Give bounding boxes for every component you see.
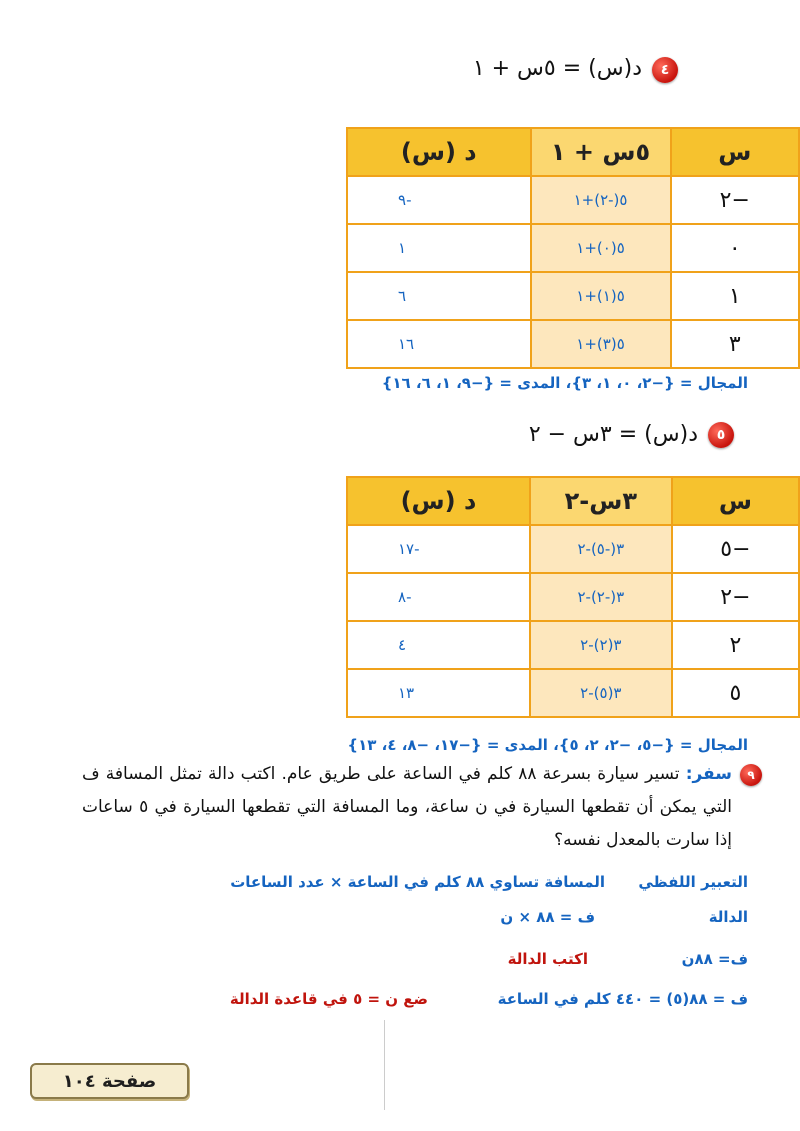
verbal-text: المسافة تساوي ٨٨ كلم في الساعة × عدد الساعات (230, 873, 605, 891)
problem-4-badge: ٤ (652, 57, 678, 83)
problem-5-table (346, 476, 800, 718)
cell-x: ٠ (671, 224, 799, 272)
cell-expression: ٥(-٢)+١ (531, 176, 671, 224)
table-row (347, 669, 799, 717)
verbal-label: التعبير اللفظي (638, 873, 748, 891)
problem-4-domain-range: المجال = {−٢، ٠، ١، ٣}، المدى = {−٩، ١، ٦، ١٦} (381, 374, 748, 392)
header-fx: د (س) (347, 128, 531, 176)
cell-x: ١ (671, 272, 799, 320)
function-label: الدالة (708, 908, 748, 926)
function-short: ف= ٨٨ن (681, 950, 748, 968)
table-row (347, 621, 799, 669)
problem-9-badge: ٩ (740, 764, 762, 786)
cell-fx: ١٦ (347, 320, 531, 368)
page-number: صفحة ١٠٤ (30, 1063, 189, 1099)
table-row (347, 320, 799, 368)
problem-5-badge: ٥ (708, 422, 734, 448)
cell-x: −٢ (671, 176, 799, 224)
problem-9-title: سفر: (685, 764, 733, 784)
header-expression: ٣س-٢ (530, 477, 672, 525)
table-row (347, 176, 799, 224)
cell-fx: ٤ (347, 621, 530, 669)
substitute-hint: ضع ن = ٥ في قاعدة الدالة (229, 990, 428, 1008)
cell-x: ٢ (672, 621, 799, 669)
function-text: ف = ٨٨ × ن (500, 908, 595, 926)
cell-x: ٥ (672, 669, 799, 717)
cell-expression: ٥(٣)+١ (531, 320, 671, 368)
table-row (347, 525, 799, 573)
cell-expression: ٣(-٢)-٢ (530, 573, 672, 621)
header-fx: د (س) (347, 477, 530, 525)
header-x: س (671, 128, 799, 176)
table-header-row (347, 128, 799, 176)
write-function-hint: اكتب الدالة (507, 950, 588, 968)
table-row (347, 573, 799, 621)
problem-9-statement (82, 758, 732, 857)
cell-expression: ٣(٢)-٢ (530, 621, 672, 669)
problem-5-domain-range: المجال = {−٥، −٢، ٢، ٥}، المدى = {−١٧، −٨، ٤، ١٣} (347, 736, 748, 754)
problem-5-equation: د(س) = ٣س − ٢ (528, 422, 698, 447)
cell-x: ٣ (671, 320, 799, 368)
cell-fx: -٨ (347, 573, 530, 621)
problem-4-table (346, 127, 800, 369)
cell-fx: ١ (347, 224, 531, 272)
divider-line (384, 1020, 385, 1110)
cell-expression: ٥(١)+١ (531, 272, 671, 320)
cell-expression: ٣(-٥)-٢ (530, 525, 672, 573)
cell-x: −٢ (672, 573, 799, 621)
cell-expression: ٣(٥)-٢ (530, 669, 672, 717)
header-expression: ٥س + ١ (531, 128, 671, 176)
cell-expression: ٥(٠)+١ (531, 224, 671, 272)
table-row (347, 272, 799, 320)
cell-fx: -٩ (347, 176, 531, 224)
problem-9-text: تسير سيارة بسرعة ٨٨ كلم في الساعة على طريق عام. اكتب دالة تمثل المسافة ف التي يمكن أن تقطعها السيارة في ن ساعة، وما المسافة التي تقطعها السيارة في ٥ ساعات إذا سارت بالمعدل نفسه؟ (82, 764, 733, 850)
result-line: ف = ٨٨(٥) = ٤٤٠ كلم في الساعة (497, 990, 748, 1008)
cell-x: −٥ (672, 525, 799, 573)
problem-4-equation: د(س) = ٥س + ١ (472, 56, 642, 81)
header-x: س (672, 477, 799, 525)
table-header-row (347, 477, 799, 525)
table-row (347, 224, 799, 272)
cell-fx: ١٣ (347, 669, 530, 717)
cell-fx: ٦ (347, 272, 531, 320)
cell-fx: -١٧ (347, 525, 530, 573)
